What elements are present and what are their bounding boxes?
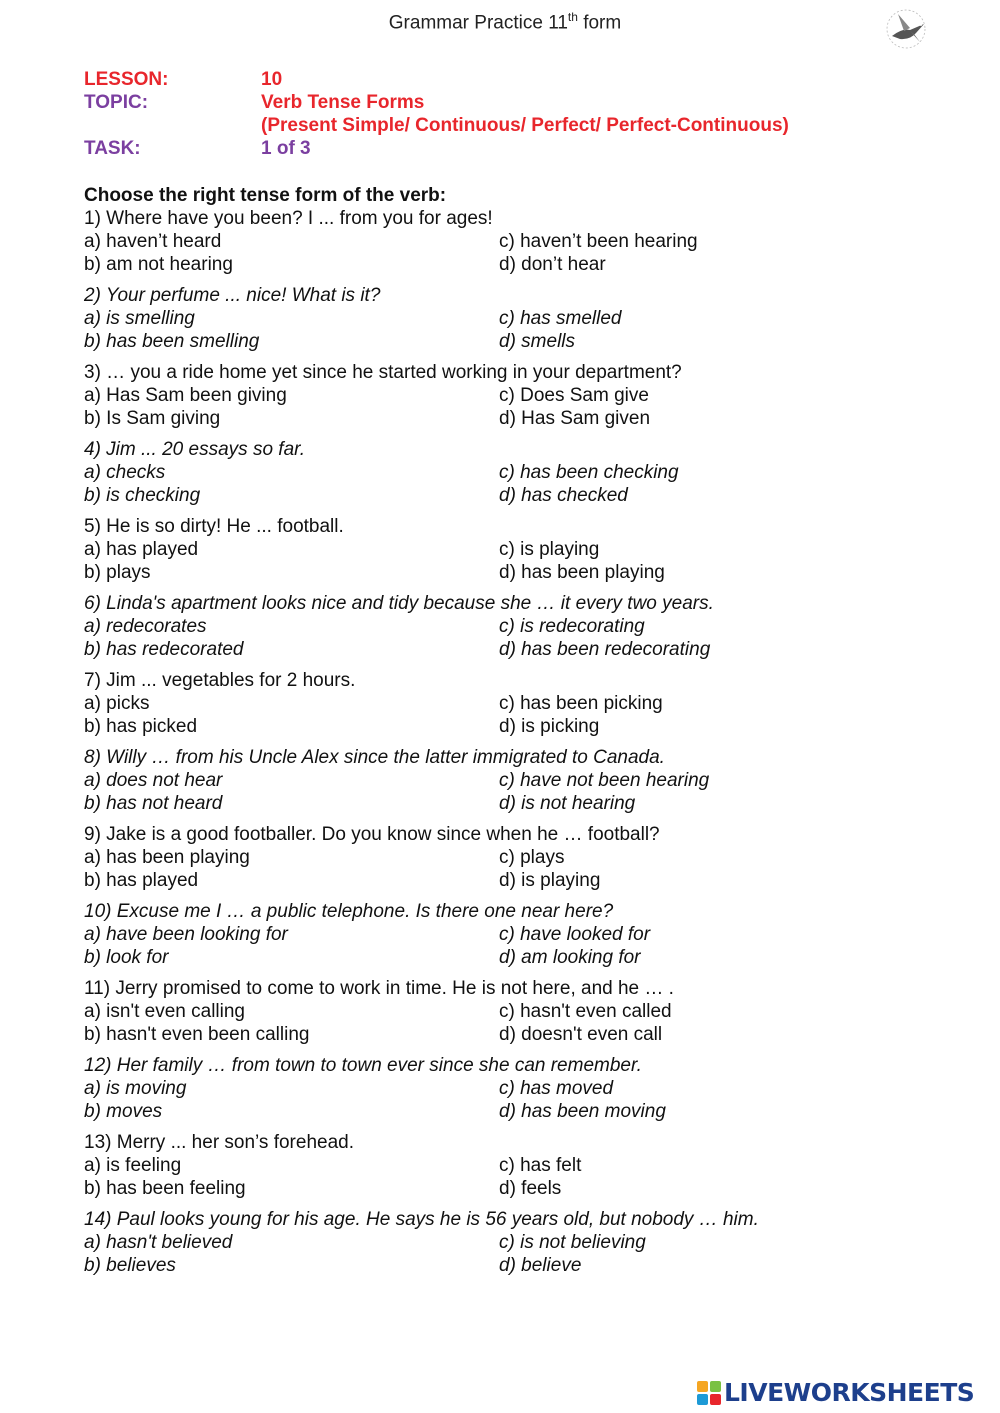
option-a[interactable]: a) hasn't believed (84, 1232, 233, 1253)
question-11 (84, 977, 964, 1046)
option-c[interactable]: c) is not believing (499, 1232, 646, 1253)
option-d[interactable]: d) feels (499, 1178, 562, 1199)
question-13 (84, 1131, 964, 1200)
topic-label: TOPIC: (84, 92, 149, 113)
option-c[interactable]: c) have looked for (499, 924, 651, 945)
option-c[interactable]: c) has smelled (499, 308, 622, 329)
question-text: 7) Jim ... vegetables for 2 hours. (84, 670, 356, 691)
question-6 (84, 592, 964, 661)
question-text: 5) He is so dirty! He ... football. (84, 516, 344, 537)
option-c[interactable]: c) is playing (499, 539, 600, 560)
question-14 (84, 1208, 964, 1277)
question-text: 10) Excuse me I … a public telephone. Is there one near here? (84, 901, 614, 922)
header-title: Grammar Practice 11 (388, 12, 568, 34)
option-c[interactable]: c) has moved (499, 1078, 614, 1099)
lesson-meta (84, 68, 789, 160)
lesson-row (84, 68, 789, 91)
option-b[interactable]: b) has picked (84, 716, 198, 737)
option-b[interactable]: b) has played (84, 870, 199, 891)
option-b[interactable]: b) moves (84, 1101, 163, 1122)
option-b[interactable]: b) plays (84, 562, 151, 583)
option-d[interactable]: d) is picking (499, 716, 600, 737)
option-d[interactable]: d) has been playing (499, 562, 665, 583)
topic-sub: (Present Simple/ Continuous/ Perfect/ Perfect-Continuous) (261, 115, 789, 136)
question-3 (84, 361, 964, 430)
question-text: 8) Willy … from his Uncle Alex since the latter immigrated to Canada. (84, 747, 665, 768)
question-8 (84, 746, 964, 815)
question-5 (84, 515, 964, 584)
option-d[interactable]: d) has been moving (499, 1101, 666, 1122)
question-text: 4) Jim ... 20 essays so far. (84, 439, 306, 460)
option-d[interactable]: d) am looking for (499, 947, 641, 968)
option-a[interactable]: a) picks (84, 693, 150, 714)
option-a[interactable]: a) is smelling (84, 308, 195, 329)
option-b[interactable]: b) am not hearing (84, 254, 233, 275)
option-a[interactable]: a) has played (84, 539, 199, 560)
topic-value: Verb Tense Forms (261, 92, 425, 113)
option-b[interactable]: b) has not heard (84, 793, 223, 814)
topic-sub-row (84, 114, 789, 137)
task-label: TASK: (84, 138, 141, 159)
question-text: 13) Merry ... her son’s forehead. (84, 1132, 354, 1153)
option-d[interactable]: d) doesn't even call (499, 1024, 663, 1045)
question-text: 14) Paul looks young for his age. He says he is 56 years old, but nobody … him. (84, 1209, 759, 1230)
question-7 (84, 669, 964, 738)
option-a[interactable]: a) isn't even calling (84, 1001, 245, 1022)
lesson-value: 10 (261, 69, 283, 90)
question-9 (84, 823, 964, 892)
question-10 (84, 900, 964, 969)
option-a[interactable]: a) have been looking for (84, 924, 288, 945)
question-text: 9) Jake is a good footballer. Do you know since when he … football? (84, 824, 660, 845)
liveworksheets-brand (697, 1378, 974, 1407)
option-a[interactable]: a) Has Sam been giving (84, 385, 287, 406)
option-a[interactable]: a) is feeling (84, 1155, 182, 1176)
option-d[interactable]: d) believe (499, 1255, 582, 1276)
questions (84, 184, 964, 1277)
option-c[interactable]: c) has been checking (499, 462, 679, 483)
option-a[interactable]: a) does not hear (84, 770, 223, 791)
option-c[interactable]: c) haven’t been hearing (499, 231, 698, 252)
page-header (0, 10, 1000, 34)
liveworksheets-text: LIVEWORKSHEETS (724, 1378, 975, 1407)
option-a[interactable]: a) haven’t heard (84, 231, 222, 252)
option-c[interactable]: c) is redecorating (499, 616, 645, 637)
header-title-post: form (577, 12, 622, 34)
task-value: 1 of 3 (261, 138, 311, 159)
question-4 (84, 438, 964, 507)
question-text: 1) Where have you been? I ... from you for ages! (84, 208, 493, 229)
option-d[interactable]: d) is not hearing (499, 793, 636, 814)
option-d[interactable]: d) Has Sam given (499, 408, 651, 429)
bird-logo-icon (880, 6, 932, 52)
option-b[interactable]: b) look for (84, 947, 169, 968)
option-b[interactable]: b) has been smelling (84, 331, 260, 352)
option-b[interactable]: b) has been feeling (84, 1178, 246, 1199)
task-row (84, 137, 789, 160)
option-a[interactable]: a) is moving (84, 1078, 187, 1099)
question-text: 6) Linda's apartment looks nice and tidy because she … it every two years. (84, 593, 714, 614)
option-d[interactable]: d) has checked (499, 485, 628, 506)
option-c[interactable]: c) Does Sam give (499, 385, 649, 406)
option-c[interactable]: c) plays (499, 847, 565, 868)
question-text: 11) Jerry promised to come to work in time. He is not here, and he … . (84, 978, 674, 999)
header-title-sup: th (567, 10, 578, 24)
question-1 (84, 207, 964, 276)
option-c[interactable]: c) has felt (499, 1155, 582, 1176)
option-b[interactable]: b) Is Sam giving (84, 408, 221, 429)
option-c[interactable]: c) has been picking (499, 693, 663, 714)
option-d[interactable]: d) smells (499, 331, 576, 352)
option-a[interactable]: a) checks (84, 462, 166, 483)
instruction: Choose the right tense form of the verb: (84, 185, 447, 206)
option-b[interactable]: b) is checking (84, 485, 201, 506)
option-b[interactable]: b) believes (84, 1255, 176, 1276)
question-2 (84, 284, 964, 353)
option-a[interactable]: a) redecorates (84, 616, 207, 637)
option-d[interactable]: d) don’t hear (499, 254, 606, 275)
liveworksheets-logo-icon (697, 1381, 721, 1405)
question-text: 3) … you a ride home yet since he started working in your department? (84, 362, 682, 383)
question-text: 12) Her family … from town to town ever since she can remember. (84, 1055, 642, 1076)
question-12 (84, 1054, 964, 1123)
option-b[interactable]: b) hasn't even been calling (84, 1024, 310, 1045)
option-a[interactable]: a) has been playing (84, 847, 250, 868)
question-text: 2) Your perfume ... nice! What is it? (84, 285, 381, 306)
option-c[interactable]: c) have not been hearing (499, 770, 710, 791)
lesson-label: LESSON: (84, 69, 169, 90)
option-c[interactable]: c) hasn't even called (499, 1001, 672, 1022)
topic-row (84, 91, 789, 114)
option-d[interactable]: d) is playing (499, 870, 601, 891)
option-b[interactable]: b) has redecorated (84, 639, 244, 660)
option-d[interactable]: d) has been redecorating (499, 639, 711, 660)
